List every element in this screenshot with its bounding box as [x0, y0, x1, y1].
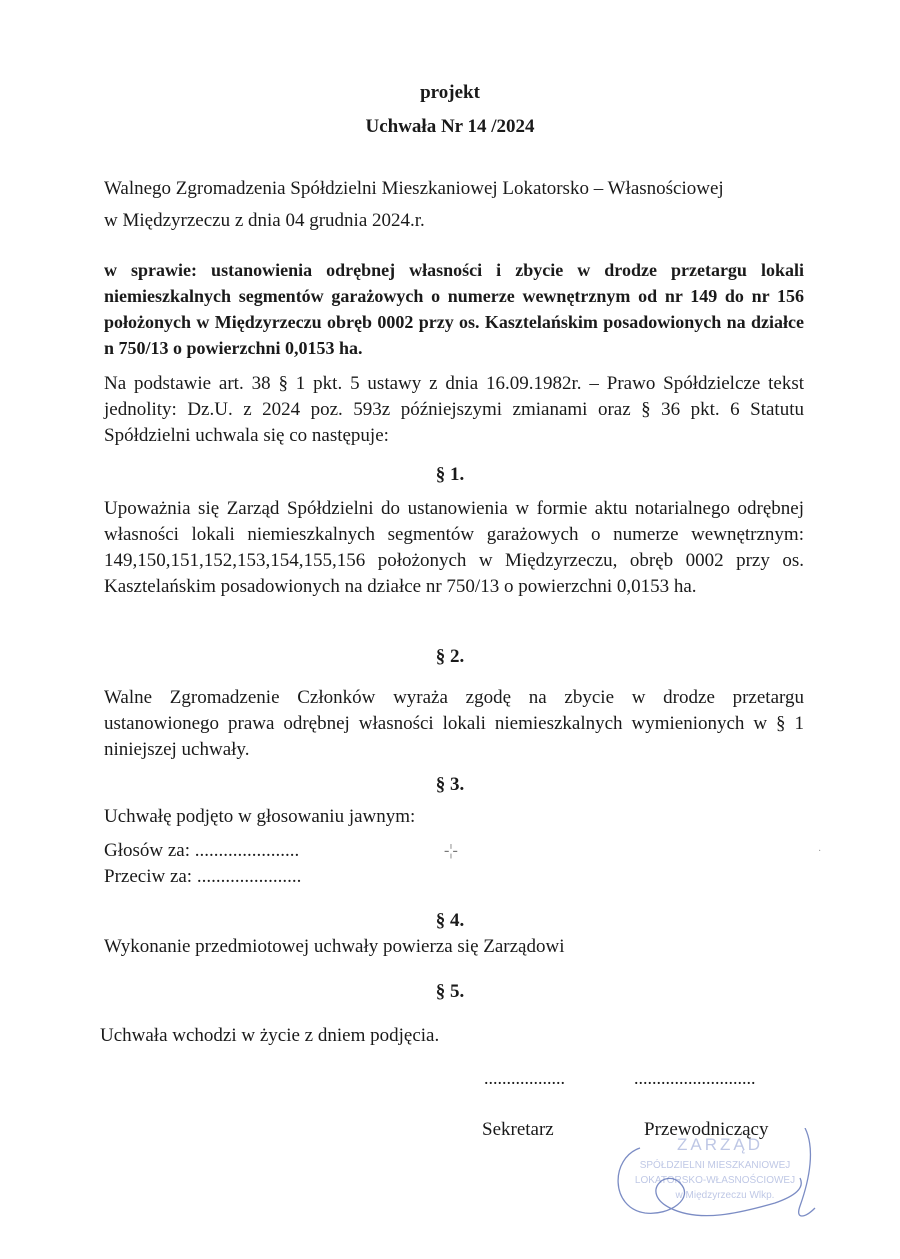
section-3-heading: § 3. — [435, 774, 465, 795]
resolution-subject: w sprawie: ustanowienia odrębnej własności i zbycie w drodze przetargu lokali niemieszkalnych segmentów garażowych o numerze wewnętrznym od nr 149 do nr 156 położonych w Międzyrzeczu obręb 0002 przy os. Kasztelańskim posadowionych na działce n 750/13 o powierzchni 0,0153 ha. — [104, 260, 804, 358]
scan-dot: · — [818, 846, 822, 857]
secretary-signature-line: .................. — [484, 1068, 565, 1088]
legal-basis: Na podstawie art. 38 § 1 pkt. 5 ustawy z dnia 16.09.1982r. – Prawo Spółdzielcze tekst jednolity: Dz.U. z 2024 poz. 593z późniejszymi zmianami oraz § 36 pkt. 6 Statutu Spółdzielni uchwala się co następuje: — [104, 373, 804, 446]
draft-label: projekt — [420, 82, 480, 103]
section-3-text: Uchwałę podjęto w głosowaniu jawnym: — [104, 806, 416, 827]
cooperative-stamp — [600, 1128, 830, 1228]
section-4-text: Wykonanie przedmiotowej uchwały powierza się Zarządowi — [104, 936, 565, 957]
secretary-label: Sekretarz — [482, 1119, 554, 1140]
section-1-heading: § 1. — [435, 464, 465, 485]
votes-for: Głosów za: ...................... — [104, 840, 300, 861]
section-5-heading: § 5. — [435, 981, 465, 1002]
section-5-text: Uchwała wchodzi w życie z dniem podjęcia. — [100, 1025, 440, 1046]
votes-against: Przeciw za: ...................... — [104, 866, 302, 887]
chair-signature-line: ........................... — [634, 1068, 756, 1088]
stamp-graphic — [600, 1128, 830, 1228]
section-2-text: Walne Zgromadzenie Członków wyraża zgodę na zbycie w drodze przetargu ustanowionego prawa odrębnej własności lokali niemieszkalnych wymienionych w § 1 niniejszej uchwały. — [104, 687, 804, 760]
stamp-line-3: LOKATORSKO-WŁASNOŚCIOWEJ — [634, 1175, 796, 1186]
section-1-text: Upoważnia się Zarząd Spółdzielni do ustanowienia w formie aktu notarialnego odrębnej własności lokali niemieszkalnych segmentów garażowych o numerze wewnętrznym: 149,150,151,152,153,154,155,156 położonych w Międzyrzeczu, obręb 0002 przy os. Kasztelańskim posadowionych na działce nr 750/13 o powierzchni 0,0153 ha. — [104, 498, 804, 597]
document-title: Uchwała Nr 14 /2024 — [365, 116, 535, 137]
intro-line-2: w Międzyrzeczu z dnia 04 grudnia 2024.r. — [104, 210, 425, 231]
chair-label: Przewodniczący — [644, 1119, 769, 1140]
section-4-heading: § 4. — [435, 910, 465, 931]
stamp-line-1: ZARZĄD — [677, 1135, 763, 1154]
section-2-heading: § 2. — [435, 646, 465, 667]
intro-line-1: Walnego Zgromadzenia Spółdzielni Mieszkaniowej Lokatorsko – Własnościowej — [104, 178, 724, 199]
handwritten-mark: -¦- — [444, 842, 458, 859]
stamp-line-4: w Międzyrzeczu Wlkp. — [675, 1190, 775, 1201]
stamp-line-2: SPÓŁDZIELNI MIESZKANIOWEJ — [639, 1160, 791, 1171]
